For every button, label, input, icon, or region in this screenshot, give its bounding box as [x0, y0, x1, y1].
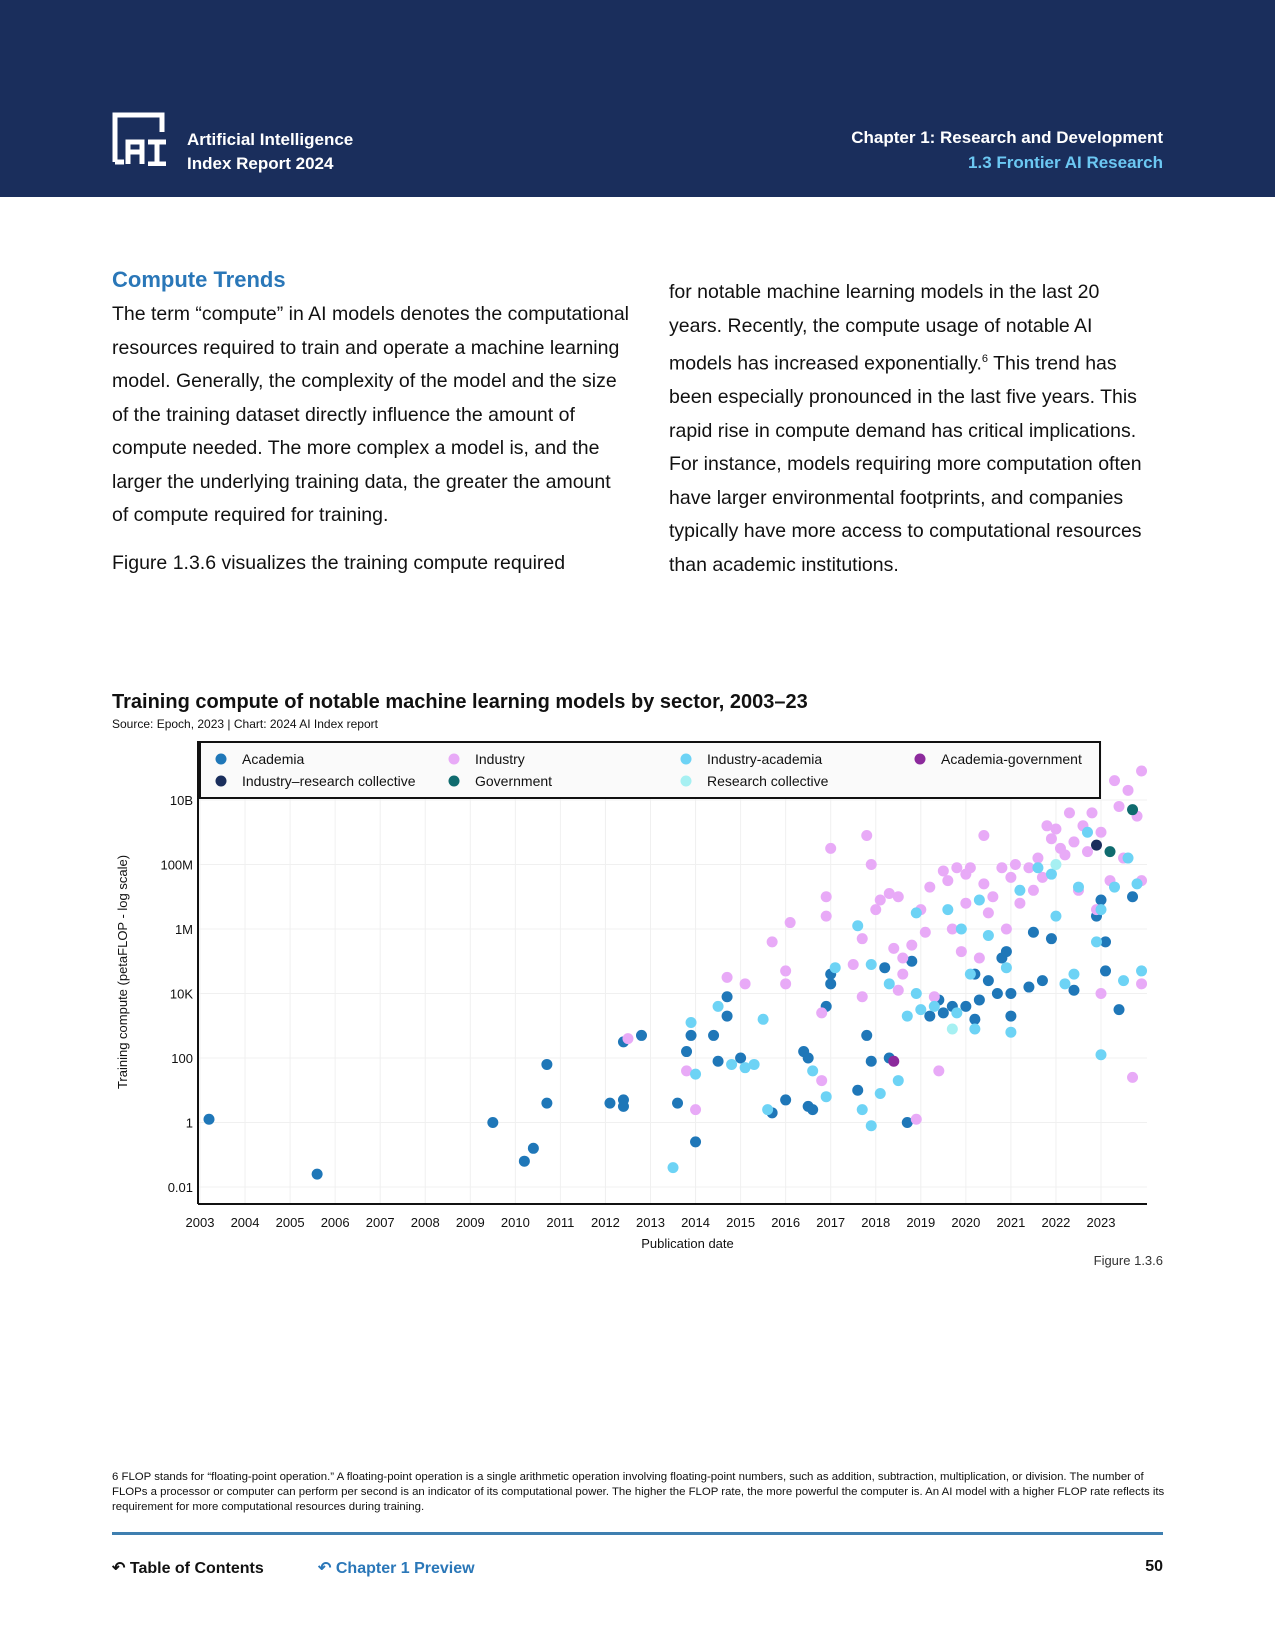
data-point-academia: [852, 1085, 863, 1096]
x-tick-label: 2003: [185, 1215, 215, 1230]
data-point-industry: [1127, 1072, 1138, 1083]
data-point-industry-academia: [1014, 885, 1025, 896]
data-point-academia: [992, 988, 1003, 999]
brand-line-2: Index Report 2024: [187, 154, 334, 173]
data-point-industry-academia: [1068, 969, 1079, 980]
x-tick-label: 2007: [365, 1215, 395, 1230]
y-tick-label: 10K: [169, 986, 193, 1002]
data-point-industry: [942, 875, 953, 886]
data-point-industry: [893, 891, 904, 902]
data-point-industry: [1010, 859, 1021, 870]
data-point-industry: [785, 917, 796, 928]
data-point-industry: [938, 865, 949, 876]
data-point-industry: [866, 859, 877, 870]
data-point-academia: [672, 1098, 683, 1109]
data-point-academia: [713, 1056, 724, 1067]
data-point-industry: [857, 991, 868, 1002]
data-point-industry: [1059, 849, 1070, 860]
data-point-industry: [690, 1104, 701, 1115]
data-point-industry-academia: [893, 1075, 904, 1086]
data-point-industry: [1096, 827, 1107, 838]
data-point-industry: [780, 965, 791, 976]
x-tick-label: 2021: [996, 1215, 1026, 1230]
footer-divider: [112, 1532, 1163, 1535]
data-point-industry: [767, 936, 778, 947]
data-point-industry-academia: [1132, 878, 1143, 889]
data-point-industry: [897, 953, 908, 964]
legend-label: Academia: [242, 751, 305, 767]
chapter-title: Chapter 1: Research and Development: [851, 128, 1163, 147]
data-point-industry-academia: [965, 969, 976, 980]
data-point-academia: [686, 1030, 697, 1041]
data-point-industry: [780, 978, 791, 989]
data-point-industry: [1001, 924, 1012, 935]
x-tick-label: 2012: [590, 1215, 620, 1230]
data-point-industry-academia: [915, 1004, 926, 1015]
toc-label: Table of Contents: [129, 1560, 264, 1577]
legend-label: Research collective: [707, 773, 829, 789]
data-point-academia: [1046, 933, 1057, 944]
data-point-academia: [312, 1169, 323, 1180]
data-point-academia-government: [888, 1056, 899, 1067]
data-point-industry: [920, 927, 931, 938]
y-tick-label: 100M: [160, 857, 193, 873]
data-point-industry-academia: [884, 978, 895, 989]
data-point-industry-academia: [1082, 827, 1093, 838]
data-point-academia: [1023, 982, 1034, 993]
data-point-academia: [866, 1056, 877, 1067]
data-point-academia: [803, 1053, 814, 1064]
data-point-industry-academia: [1005, 1027, 1016, 1038]
x-tick-label: 2010: [500, 1215, 530, 1230]
data-point-academia: [960, 1001, 971, 1012]
data-point-academia: [1127, 891, 1138, 902]
data-point-industry: [1005, 872, 1016, 883]
y-tick-label: 1: [185, 1115, 193, 1131]
x-tick-label: 2005: [275, 1215, 305, 1230]
legend-marker: [681, 776, 692, 787]
data-point-industry-academia: [758, 1014, 769, 1025]
paragraph-text: This trend has been especially pronounced in the last five years. This rapid rise in compute demand has critical implications. For instance, models requiring more computation often have larger environmental footprints, and companies typically have more access to computational resources than academic institutions.: [669, 352, 1142, 576]
data-point-industry: [965, 862, 976, 873]
data-point-industry-academia: [974, 894, 985, 905]
data-point-industry: [870, 904, 881, 915]
y-tick-label: 10B: [169, 793, 193, 808]
data-point-industry: [924, 882, 935, 893]
x-tick-label: 2016: [771, 1215, 801, 1230]
data-point-academia: [974, 994, 985, 1005]
data-point-industry: [906, 940, 917, 951]
data-point-academia: [1100, 965, 1111, 976]
y-tick-label: 0.01: [167, 1180, 193, 1195]
data-point-industry: [622, 1033, 633, 1044]
data-point-industry: [888, 943, 899, 954]
data-point-industry: [1114, 801, 1125, 812]
data-point-industry-academia: [911, 988, 922, 999]
chart-source: Source: Epoch, 2023 | Chart: 2024 AI Index report: [112, 717, 378, 731]
data-point-industry: [974, 953, 985, 964]
data-point-academia: [204, 1114, 215, 1125]
data-point-industry: [1064, 807, 1075, 818]
data-point-industry: [911, 1114, 922, 1125]
table-of-contents-link[interactable]: [112, 1558, 264, 1578]
data-point-industry-research-collective: [1091, 840, 1102, 851]
data-point-industry: [987, 891, 998, 902]
data-point-industry-academia: [1091, 936, 1102, 947]
data-point-industry-academia: [1032, 862, 1043, 873]
data-point-industry-academia: [983, 930, 994, 941]
data-point-academia: [487, 1117, 498, 1128]
x-tick-label: 2008: [410, 1215, 440, 1230]
data-point-industry: [897, 969, 908, 980]
legend-marker: [681, 754, 692, 765]
x-axis-title: Publication date: [641, 1236, 734, 1251]
data-point-industry-academia: [951, 1007, 962, 1018]
data-point-industry: [875, 894, 886, 905]
legend-label: Academia-government: [941, 751, 1082, 767]
data-point-industry: [929, 991, 940, 1002]
legend-marker: [216, 776, 227, 787]
data-point-industry-academia: [1050, 911, 1061, 922]
data-point-industry-academia: [857, 1104, 868, 1115]
data-point-industry: [893, 985, 904, 996]
legend-label: Industry: [475, 751, 525, 767]
data-point-industry: [1096, 988, 1107, 999]
data-point-academia: [1096, 894, 1107, 905]
x-tick-label: 2011: [546, 1215, 575, 1230]
figure-label: Figure 1.3.6: [1093, 1253, 1163, 1268]
data-point-industry-academia: [1059, 978, 1070, 989]
data-point-industry-academia: [1073, 882, 1084, 893]
data-point-industry-academia: [866, 959, 877, 970]
data-point-industry: [821, 911, 832, 922]
data-point-industry-academia: [686, 1017, 697, 1028]
data-point-industry-academia: [1136, 965, 1147, 976]
data-point-industry: [857, 933, 868, 944]
data-point-academia: [722, 1011, 733, 1022]
data-point-industry: [1014, 898, 1025, 909]
data-point-industry: [1136, 765, 1147, 776]
data-point-academia: [938, 1007, 949, 1018]
data-point-industry: [1136, 978, 1147, 989]
data-point-industry-academia: [902, 1011, 913, 1022]
paragraph: The term “compute” in AI models denotes the computational resources required to train and operate a machine learning model. Generally, the complexity of the model and the size of the training dataset directly influence the amount of compute needed. The more complex a model is, and the larger the underlying training data, the greater the amount of compute required for training.: [112, 303, 630, 526]
data-point-academia: [690, 1136, 701, 1147]
data-point-academia: [528, 1143, 539, 1154]
chapter-preview-link[interactable]: [318, 1558, 475, 1578]
data-point-industry-academia: [1096, 1049, 1107, 1060]
return-arrow-icon: ↶: [112, 1560, 130, 1577]
data-point-industry-academia: [713, 1001, 724, 1012]
data-point-academia: [618, 1101, 629, 1112]
y-axis-title: Training compute (petaFLOP - log scale): [115, 854, 130, 1090]
footnote: 6 FLOP stands for “floating-point operation.” A floating-point operation is a single arithmetic operation involving floating-point numbers, such as addition, subtraction, multiplication, or division. The number of FLOPs a processor or computer can perform per second is an indicator of its computational power. The higher the FLOP rate, the more powerful the computer is. An AI model with a higher FLOP rate reflects its requirement for more computational resources during training.: [112, 1471, 1165, 1513]
data-point-industry-academia: [929, 1001, 940, 1012]
data-point-academia: [1068, 985, 1079, 996]
data-point-academia: [825, 978, 836, 989]
data-point-academia: [807, 1104, 818, 1115]
data-point-industry: [956, 946, 967, 957]
data-point-industry: [1086, 807, 1097, 818]
data-point-industry-academia: [1046, 869, 1057, 880]
data-point-industry-academia: [690, 1069, 701, 1080]
y-tick-label: 100: [171, 1051, 193, 1066]
data-point-industry: [1050, 824, 1061, 835]
data-point-industry: [1082, 846, 1093, 857]
data-point-industry-academia: [668, 1162, 679, 1173]
data-point-industry-academia: [956, 924, 967, 935]
x-tick-label: 2015: [726, 1215, 756, 1230]
data-point-industry-academia: [942, 904, 953, 915]
page-number: 50: [1145, 1558, 1163, 1575]
x-tick-label: 2023: [1086, 1215, 1116, 1230]
data-point-industry-academia: [969, 1023, 980, 1034]
legend-label: Industry–research collective: [242, 773, 416, 789]
preview-label: Chapter 1 Preview: [335, 1560, 475, 1577]
data-point-academia: [708, 1030, 719, 1041]
data-point-industry-academia: [1118, 975, 1129, 986]
data-point-academia: [1005, 1011, 1016, 1022]
data-point-academia: [519, 1156, 530, 1167]
data-point-industry-academia: [1123, 853, 1134, 864]
y-tick-label: 1M: [174, 922, 193, 937]
data-point-academia: [1001, 946, 1012, 957]
data-point-industry-academia: [749, 1059, 760, 1070]
paragraph: Figure 1.3.6 visualizes the training compute required: [112, 551, 566, 574]
brand-line-1: Artificial Intelligence: [187, 130, 354, 149]
data-point-industry-academia: [1001, 962, 1012, 973]
data-point-industry: [740, 978, 751, 989]
legend-marker: [915, 754, 926, 765]
section-title: 1.3 Frontier AI Research: [968, 153, 1163, 172]
data-point-industry: [816, 1075, 827, 1086]
legend-marker: [449, 754, 460, 765]
data-point-academia: [541, 1098, 552, 1109]
data-point-industry-academia: [1096, 904, 1107, 915]
x-tick-label: 2009: [455, 1215, 485, 1230]
return-arrow-icon: ↶: [318, 1560, 336, 1577]
x-tick-label: 2022: [1041, 1215, 1071, 1230]
legend-label: Industry-academia: [707, 751, 823, 767]
data-point-government: [1127, 804, 1138, 815]
data-point-academia: [924, 1011, 935, 1022]
data-point-academia: [879, 962, 890, 973]
data-point-industry-academia: [807, 1065, 818, 1076]
data-point-industry: [1046, 833, 1057, 844]
data-point-industry: [960, 898, 971, 909]
x-tick-label: 2018: [861, 1215, 891, 1230]
data-point-industry: [951, 862, 962, 873]
x-tick-label: 2020: [951, 1215, 981, 1230]
legend-marker: [449, 776, 460, 787]
data-point-academia: [1005, 988, 1016, 999]
data-point-industry-academia: [1109, 882, 1120, 893]
data-point-academia: [861, 1030, 872, 1041]
data-points: [204, 765, 1148, 1179]
x-tick-label: 2014: [681, 1215, 711, 1230]
data-point-industry-academia: [726, 1059, 737, 1070]
x-tick-label: 2004: [230, 1215, 260, 1230]
data-point-academia: [722, 991, 733, 1002]
data-point-academia: [983, 975, 994, 986]
data-point-industry-academia: [830, 962, 841, 973]
data-point-academia: [1037, 975, 1048, 986]
data-point-government: [1105, 846, 1116, 857]
legend: [200, 742, 1100, 798]
data-point-industry-academia: [821, 1091, 832, 1102]
data-point-industry: [978, 878, 989, 889]
data-point-industry: [1068, 836, 1079, 847]
axes: [115, 741, 1147, 1251]
x-tick-label: 2013: [636, 1215, 665, 1230]
data-point-academia: [604, 1098, 615, 1109]
data-point-industry: [996, 862, 1007, 873]
data-point-industry: [1123, 785, 1134, 796]
data-point-industry-academia: [875, 1088, 886, 1099]
data-point-industry: [978, 830, 989, 841]
x-tick-label: 2019: [906, 1215, 936, 1230]
data-point-industry-academia: [852, 920, 863, 931]
data-point-industry: [821, 891, 832, 902]
data-point-industry: [933, 1065, 944, 1076]
footnote-ref[interactable]: 6: [981, 353, 989, 365]
data-point-industry: [983, 907, 994, 918]
x-tick-label: 2017: [816, 1215, 846, 1230]
data-point-industry-academia: [911, 907, 922, 918]
data-point-research-collective: [1050, 859, 1061, 870]
data-point-industry: [1028, 885, 1039, 896]
data-point-industry: [722, 972, 733, 983]
data-point-industry: [861, 830, 872, 841]
data-point-industry: [1032, 853, 1043, 864]
data-point-industry: [848, 959, 859, 970]
section-heading: Compute Trends: [112, 267, 286, 292]
data-point-academia: [681, 1046, 692, 1057]
data-point-industry-academia: [762, 1104, 773, 1115]
data-point-academia: [780, 1094, 791, 1105]
data-point-industry-academia: [866, 1120, 877, 1131]
x-tick-label: 2006: [320, 1215, 350, 1230]
data-point-research-collective: [947, 1023, 958, 1034]
chart-title: Training compute of notable machine learning models by sector, 2003–23: [112, 691, 808, 713]
legend-label: Government: [475, 773, 553, 789]
data-point-industry: [825, 843, 836, 854]
data-point-academia: [636, 1030, 647, 1041]
data-point-academia: [541, 1059, 552, 1070]
data-point-industry: [1109, 775, 1120, 786]
data-point-industry: [816, 1007, 827, 1018]
data-point-academia: [969, 1014, 980, 1025]
legend-marker: [216, 754, 227, 765]
paragraph-text: for notable machine learning models in the last 20 years. Recently, the compute usage of notable AI models has increased exponentially.: [669, 281, 1100, 375]
data-point-academia: [1114, 1004, 1125, 1015]
data-point-academia: [735, 1053, 746, 1064]
data-point-academia: [1028, 927, 1039, 938]
